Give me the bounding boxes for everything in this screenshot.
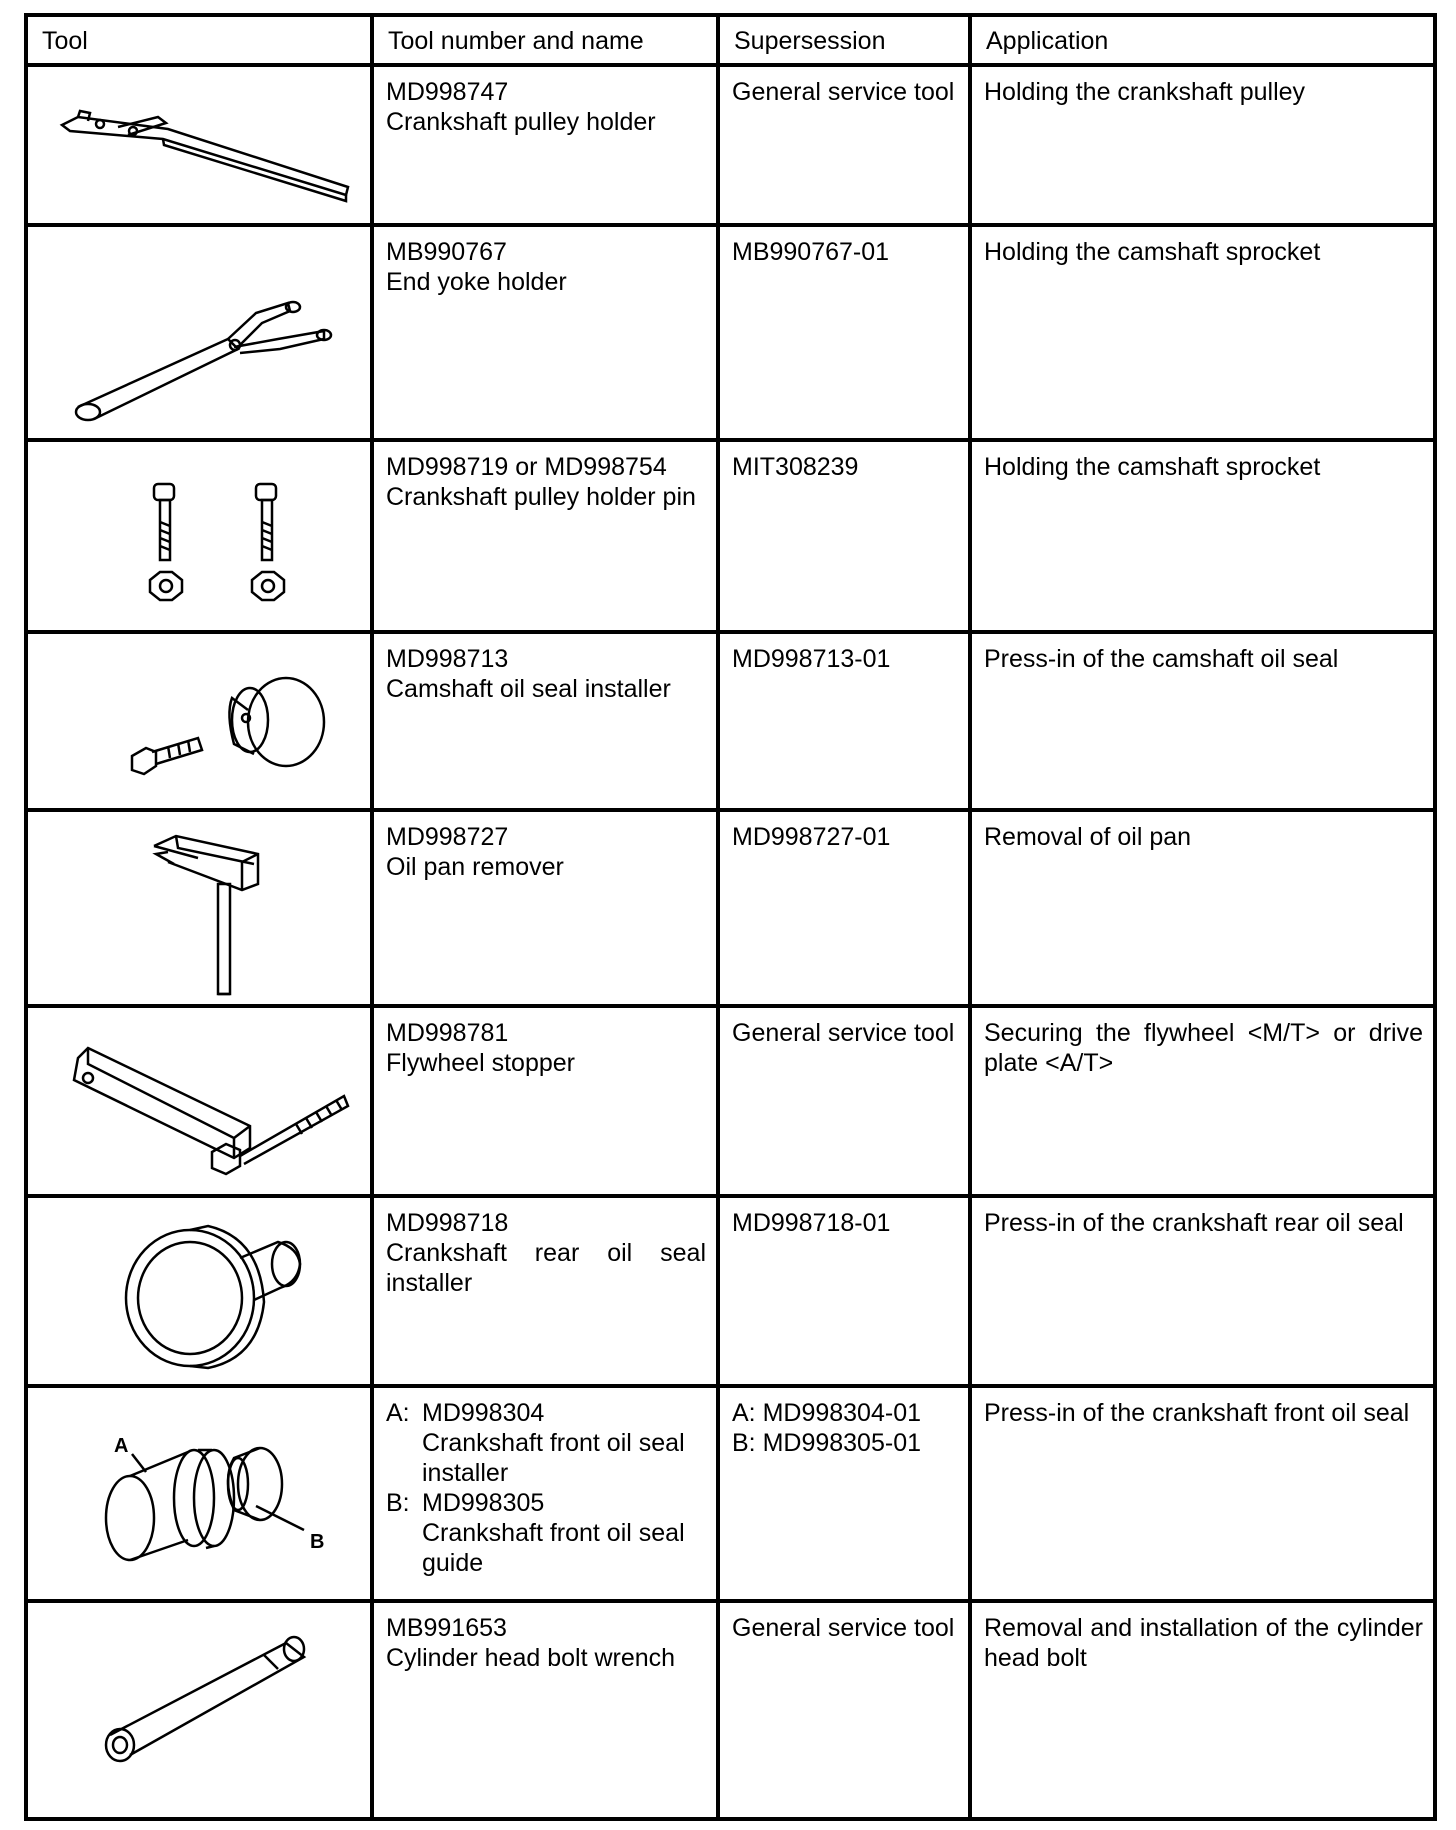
tool-number-b: B: MD998305 <box>386 1489 545 1517</box>
tool-illustration-cell <box>26 440 372 632</box>
tool-name: Crankshaft pulley holder <box>386 108 656 136</box>
table-row <box>26 440 1435 632</box>
table-row <box>26 1006 1435 1196</box>
table-header-row <box>26 15 1435 65</box>
tool-illustration-cell <box>26 1386 372 1601</box>
header-application: Application <box>970 15 1435 65</box>
tool-number-name-cell <box>372 225 718 440</box>
tool-name: Oil pan remover <box>386 853 564 881</box>
tool-illustration-cell <box>26 65 372 225</box>
prefix-a: A: <box>386 1399 410 1427</box>
label-a: A <box>114 1435 129 1457</box>
tool-number-name-cell <box>372 1006 718 1196</box>
tool-name: End yoke holder <box>386 268 567 296</box>
tool-illustration-cell <box>26 225 372 440</box>
supersession-cell: General service tool <box>718 1006 970 1196</box>
supersession-cell: MD998713-01 <box>718 632 970 810</box>
application-cell: Securing the flywheel <M/T> or drive plate <A/T> <box>970 1006 1435 1196</box>
tool-number-name-cell <box>372 632 718 810</box>
tool-number-name-cell <box>372 440 718 632</box>
tool-name: Cylinder head bolt wrench <box>386 1644 676 1672</box>
supersession-b: B: MD998305-01 <box>732 1429 922 1457</box>
supersession-cell: MIT308239 <box>718 440 970 632</box>
supersession-cell: MB990767-01 <box>718 225 970 440</box>
table-row <box>26 1196 1435 1386</box>
front-oil-seal-installer-guide-drawing <box>28 1388 374 1603</box>
tool-name: Camshaft oil seal installer <box>386 675 671 703</box>
tool-name-b: Crankshaft front oil seal guide <box>422 1519 685 1577</box>
tool-name-a: Crankshaft front oil seal installer <box>422 1429 685 1487</box>
table-row <box>26 632 1435 810</box>
tool-number-name-cell <box>372 1601 718 1819</box>
application-cell: Press-in of the crankshaft rear oil seal <box>970 1196 1435 1386</box>
tool-illustration-cell <box>26 1601 372 1819</box>
crankshaft-pulley-holder-drawing <box>28 67 374 227</box>
tool-number: MB991653 <box>386 1614 507 1642</box>
tool-number-name-cell <box>372 65 718 225</box>
special-tools-table <box>24 13 1437 1821</box>
tool-name: Crankshaft pulley holder pin <box>386 483 696 511</box>
end-yoke-holder-drawing <box>28 227 374 442</box>
tool-number-name-cell <box>372 1386 718 1601</box>
header-tool-number-and-name: Tool number and name <box>372 15 718 65</box>
rear-oil-seal-installer-drawing <box>28 1198 374 1388</box>
cylinder-head-bolt-wrench-drawing <box>28 1603 374 1821</box>
tool-number: MB990767 <box>386 238 507 266</box>
tool-number-a: A: MD998304 <box>386 1399 545 1427</box>
tool-number: MD998713 <box>386 645 509 673</box>
supersession-cell: General service tool <box>718 1601 970 1819</box>
tool-name: Flywheel stopper <box>386 1049 575 1077</box>
tool-number: MD998718 <box>386 1209 509 1237</box>
tool-number: MD998727 <box>386 823 509 851</box>
tool-number-name-cell <box>372 1196 718 1386</box>
tool-illustration-cell <box>26 1006 372 1196</box>
table-row <box>26 1601 1435 1819</box>
tool-name: Crankshaft rear oil seal installer <box>386 1239 706 1297</box>
supersession-a: A: MD998304-01 <box>732 1399 922 1427</box>
holder-pin-drawing <box>28 442 374 634</box>
oil-seal-installer-drawing <box>28 634 374 812</box>
table-row <box>26 1386 1435 1601</box>
tool-number-name-cell <box>372 810 718 1006</box>
label-b: B <box>310 1531 325 1553</box>
application-cell: Holding the camshaft sprocket <box>970 440 1435 632</box>
application-cell: Press-in of the crankshaft front oil seal <box>970 1386 1435 1601</box>
tool-illustration-cell <box>26 632 372 810</box>
application-cell: Press-in of the camshaft oil seal <box>970 632 1435 810</box>
supersession-cell: MD998718-01 <box>718 1196 970 1386</box>
tool-number: MD998781 <box>386 1019 509 1047</box>
application-cell: Holding the crankshaft pulley <box>970 65 1435 225</box>
tool-number: MD998719 or MD998754 <box>386 453 667 481</box>
tool-illustration-cell <box>26 810 372 1006</box>
table-row <box>26 225 1435 440</box>
prefix-b: B: <box>386 1489 410 1517</box>
application-cell: Removal of oil pan <box>970 810 1435 1006</box>
header-tool: Tool <box>26 15 372 65</box>
oil-pan-remover-drawing <box>28 812 374 1008</box>
tool-number: MD998747 <box>386 78 509 106</box>
header-supersession: Supersession <box>718 15 970 65</box>
application-cell: Holding the camshaft sprocket <box>970 225 1435 440</box>
supersession-cell <box>718 1386 970 1601</box>
table-row <box>26 810 1435 1006</box>
supersession-cell: MD998727-01 <box>718 810 970 1006</box>
flywheel-stopper-drawing <box>28 1008 374 1198</box>
table-row <box>26 65 1435 225</box>
tool-illustration-cell <box>26 1196 372 1386</box>
supersession-cell: General service tool <box>718 65 970 225</box>
application-cell: Removal and installation of the cylinder head bolt <box>970 1601 1435 1819</box>
